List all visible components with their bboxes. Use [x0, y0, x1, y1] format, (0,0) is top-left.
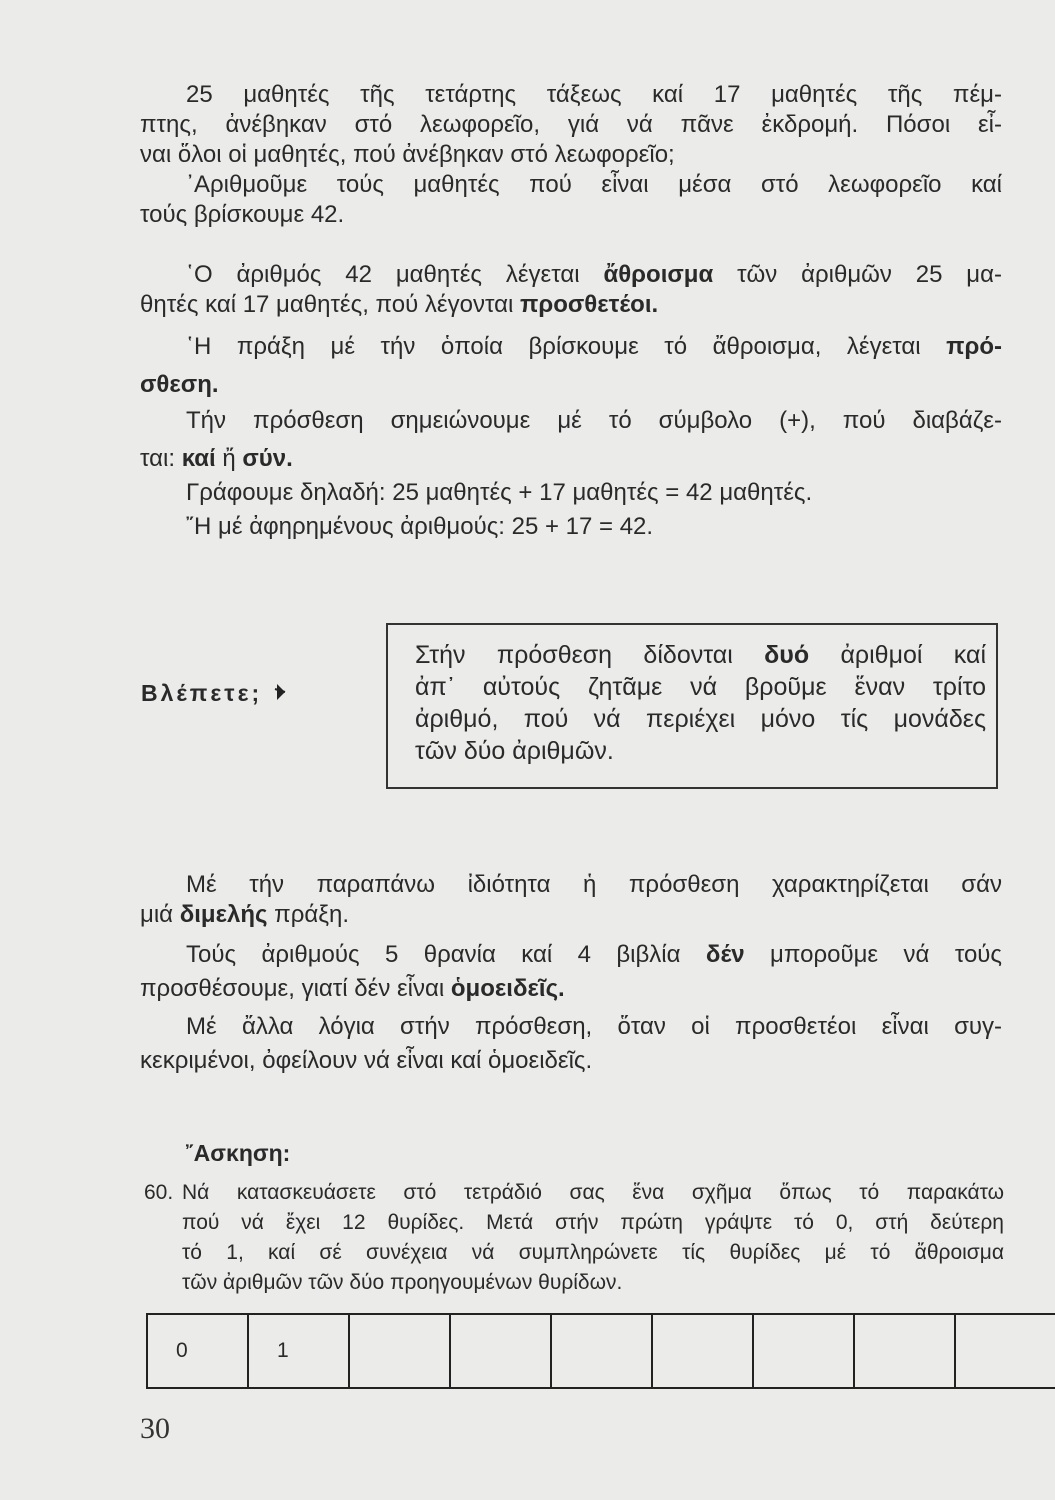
grid-cell	[753, 1314, 854, 1388]
definition-line: ῾Ο ἀριθμός 42 μαθητές λέγεται ἄθροισμα τῶν ἀριθμῶν 25 μα-	[186, 261, 1002, 288]
exercise-number: 60.	[144, 1181, 174, 1204]
see-label: Βλέπετε;	[141, 680, 288, 709]
intro-line: πτης, ἀνέβηκαν στό λεωφορεῖο, γιά νά πᾶνε ἐκδρομή. Πόσοι εἶ-	[140, 111, 1002, 138]
examples-paragraph	[140, 478, 1002, 542]
intro-line: 25 μαθητές τῆς τετάρτης τάξεως καί 17 μαθητές τῆς πέμ-	[186, 81, 1002, 108]
page-number: 30	[140, 1412, 170, 1445]
grid-cell	[652, 1314, 753, 1388]
grid-cell	[955, 1314, 1055, 1388]
exercise	[144, 1178, 1004, 1298]
exercise-title: ῎Ασκηση:	[186, 1140, 291, 1166]
example-line: ῎Η μέ ἀφηρημένους ἀριθμούς: 25 + 17 = 42.	[186, 513, 654, 540]
alike-line: προσθέσουμε, γιατί δέν εἶναι ὁμοειδεῖς.	[140, 975, 565, 1002]
concrete-line: κεκριμένοι, ὀφείλουν νά εἶναι καί ὁμοειδεῖς.	[140, 1047, 593, 1074]
definition-line: θητές καί 17 μαθητές, πού λέγονται προσθετέοι.	[140, 291, 659, 318]
operation-line: σθεση.	[140, 371, 219, 398]
term-sum: ἄθροισμα	[603, 261, 714, 288]
note-line: ἀπ᾽ αὐτούς ζητᾶμε νά βροῦμε ἕναν τρίτο	[415, 673, 986, 701]
grid-cell	[450, 1314, 551, 1388]
term-alike: ὁμοειδεῖς.	[450, 975, 565, 1002]
alike-line: Τούς ἀριθμούς 5 θρανία καί 4 βιβλία δέν μποροῦμε νά τούς	[186, 941, 1002, 968]
term-two: δυό	[764, 641, 810, 669]
sum-definition	[140, 260, 1002, 320]
grid-cell: 0	[147, 1314, 248, 1388]
note-line: ἀριθμό, πού νά περιέχει μόνο τίς μονάδες	[415, 705, 986, 733]
grid-cell	[854, 1314, 955, 1388]
exercise-line: τό 1, καί σέ συνέχεια νά συμπληρώνετε τίς θυρίδες μέ τό ἄθροισμα	[182, 1241, 1004, 1264]
grid-cell: 1	[248, 1314, 349, 1388]
exercise-line: Νά κατασκευάσετε στό τετράδιό σας ἕνα σχῆμα ὅπως τό παρακάτω	[182, 1181, 1004, 1204]
symbol-line: Τήν πρόσθεση σημειώνουμε μέ τό σύμβολο (+), πού διαβάζε-	[186, 407, 1002, 434]
arrow-right-icon	[274, 681, 288, 709]
term-addition: πρό-	[946, 333, 1002, 360]
note-line: Στήν πρόσθεση δίδονται δυό ἀριθμοί καί	[415, 641, 986, 669]
exercise-line: πού νά ἔχει 12 θυρίδες. Μετά στήν πρώτη γράψτε τό 0, στή δεύτερη	[182, 1211, 1004, 1234]
operation-line: ῾Η πράξη μέ τήν ὁποία βρίσκουμε τό ἄθροισμα, λέγεται πρό-	[186, 333, 1002, 360]
binary-paragraph	[140, 870, 1002, 930]
exercise-line: τῶν ἀριθμῶν τῶν δύο προηγουμένων θυρίδων.	[182, 1271, 623, 1294]
binary-line: μιά διμελής πράξη.	[140, 901, 350, 928]
alike-paragraph	[140, 940, 1002, 1004]
note-line: τῶν δύο ἀριθμῶν.	[415, 737, 614, 765]
example-line: Γράφουμε δηλαδή: 25 μαθητές + 17 μαθητές = 42 μαθητές.	[186, 479, 813, 506]
intro-line: ναι ὅλοι οἱ μαθητές, πού ἀνέβηκαν στό λεωφορεῖο;	[140, 141, 675, 168]
note-box	[386, 623, 998, 789]
term-binary: διμελής	[179, 901, 268, 928]
grid-cell	[551, 1314, 652, 1388]
concrete-line: Μέ ἄλλα λόγια στήν πρόσθεση, ὅταν οἱ προσθετέοι εἶναι συγ-	[186, 1013, 1002, 1040]
term-addends: προσθετέοι.	[519, 291, 659, 318]
binary-line: Μέ τήν παραπάνω ἰδιότητα ἡ πρόσθεση χαρακτηρίζεται σάν	[186, 871, 1002, 898]
exercise-grid	[146, 1313, 1055, 1389]
grid-cell	[349, 1314, 450, 1388]
intro-line: τούς βρίσκουμε 42.	[140, 201, 345, 228]
intro-line: ᾽Αριθμοῦμε τούς μαθητές πού εἶναι μέσα στό λεωφορεῖο καί	[186, 171, 1002, 198]
concrete-paragraph	[140, 1012, 1002, 1076]
operation-definition	[140, 332, 1002, 400]
intro-paragraph	[140, 80, 1002, 230]
symbol-paragraph	[140, 406, 1002, 474]
symbol-line: ται: καί ἤ σύν.	[140, 445, 293, 472]
